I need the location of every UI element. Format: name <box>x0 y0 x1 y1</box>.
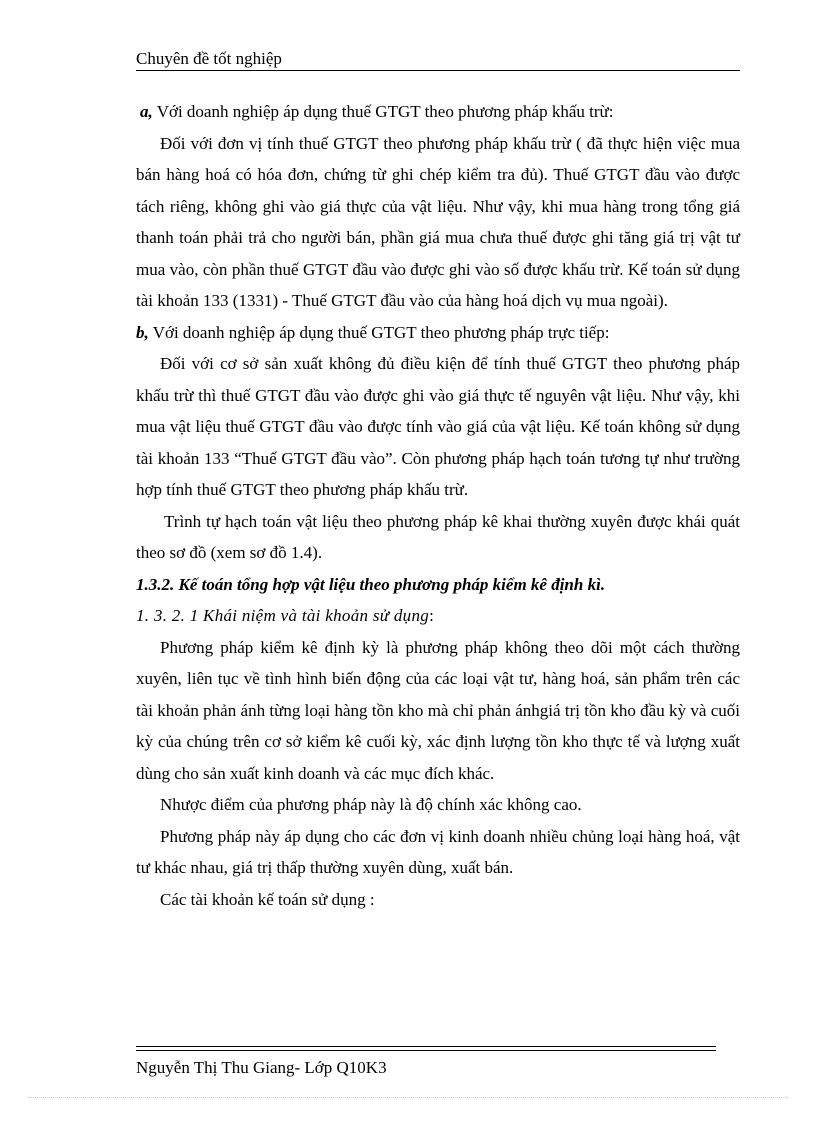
paragraph-deduction: Đối với đơn vị tính thuế GTGT theo phương pháp khấu trừ ( đã thực hiện việc mua bán hàng hoá có hóa đơn, chứng từ ghi chép kiểm tra đủ). Thuế GTGT đầu vào được tách riêng, không ghi vào giá thực của vật liệu. Như vậy, khi mua hàng trong tổng giá thanh toán phải trả cho người bán, phần giá mua chưa thuế được ghi tăng giá trị vật tư mua vào, còn phần thuế GTGT đầu vào được ghi vào số được khấu trừ. Kế toán sử dụng tài khoản 133 (1331) - Thuế GTGT đầu vào của hàng hoá dịch vụ mua ngoài). <box>136 133 740 310</box>
header-divider <box>136 70 740 71</box>
footer-divider-bottom <box>136 1050 716 1051</box>
paragraph-b <box>136 317 740 349</box>
footer-divider-top <box>136 1046 716 1047</box>
paragraph-periodic: Phương pháp kiểm kê định kỳ là phương pháp không theo dõi một cách thường xuyên, liên tục về tình hình biến động của các loại vật tư, hàng hoá, sản phẩm trên các tài khoản phản ánh từng loại hàng tồn kho mà chỉ phản ánhgiá trị tồn kho đầu kỳ và cuối kỳ của chúng trên cơ sở kiểm kê cuối kỳ, xác định lượng tồn kho thực tế và lượng xuất dùng cho sản xuất kinh doanh và các mục đích khác. <box>136 637 740 783</box>
paragraph-application: Phương pháp này áp dụng cho các đơn vị kinh doanh nhiều chủng loại hàng hoá, vật tư khác nhau, giá trị thấp thường xuyên dùng, xuất bán. <box>136 826 740 877</box>
subsection-heading-text: 1. 3. 2. 1 Khái niệm và tài khoản sử dụng <box>136 606 430 625</box>
page-bottom-dotted-line <box>28 1097 788 1098</box>
paragraph-a <box>136 96 740 128</box>
section-heading: 1.3.2. Kế toán tổng hợp vật liệu theo phương pháp kiểm kê định kì. <box>136 574 606 594</box>
page-footer: Nguyễn Thị Thu Giang- Lớp Q10K3 <box>136 1058 387 1077</box>
paragraph-b-lead: b, <box>136 322 149 342</box>
paragraph-drawback: Nhược điểm của phương pháp này là độ chính xác không cao. <box>160 795 582 814</box>
paragraph-direct: Đối với cơ sở sản xuất không đủ điều kiện để tính thuế GTGT theo phương pháp khấu trừ thì thuế GTGT đầu vào được ghi vào giá thực tế nguyên vật liệu. Như vậy, khi mua vật liệu thuế GTGT đầu vào được tính vào giá của vật liệu. Kế toán không sử dụng tài khoản 133 “Thuế GTGT đầu vào”. Còn phương pháp hạch toán tương tự như trường hợp tính thuế GTGT theo phương pháp khấu trừ. <box>136 354 740 499</box>
page-header: Chuyên đề tốt nghiệp <box>136 49 282 68</box>
page-content <box>136 96 740 915</box>
subsection-heading <box>136 600 740 632</box>
paragraph-b-text: Với doanh nghiệp áp dụng thuế GTGT theo phương pháp trực tiếp: <box>148 322 610 342</box>
paragraph-accounts: Các tài khoản kế toán sử dụng : <box>160 889 375 909</box>
paragraph-a-text: Với doanh nghiệp áp dụng thuế GTGT theo phương pháp khấu trừ: <box>152 102 614 121</box>
paragraph-a-lead: a, <box>140 102 153 121</box>
subsection-heading-colon: : <box>429 606 435 625</box>
paragraph-sequence: Trình tự hạch toán vật liệu theo phương pháp kê khai thường xuyên được khái quát theo sơ đồ (xem sơ đồ 1.4). <box>136 511 740 562</box>
